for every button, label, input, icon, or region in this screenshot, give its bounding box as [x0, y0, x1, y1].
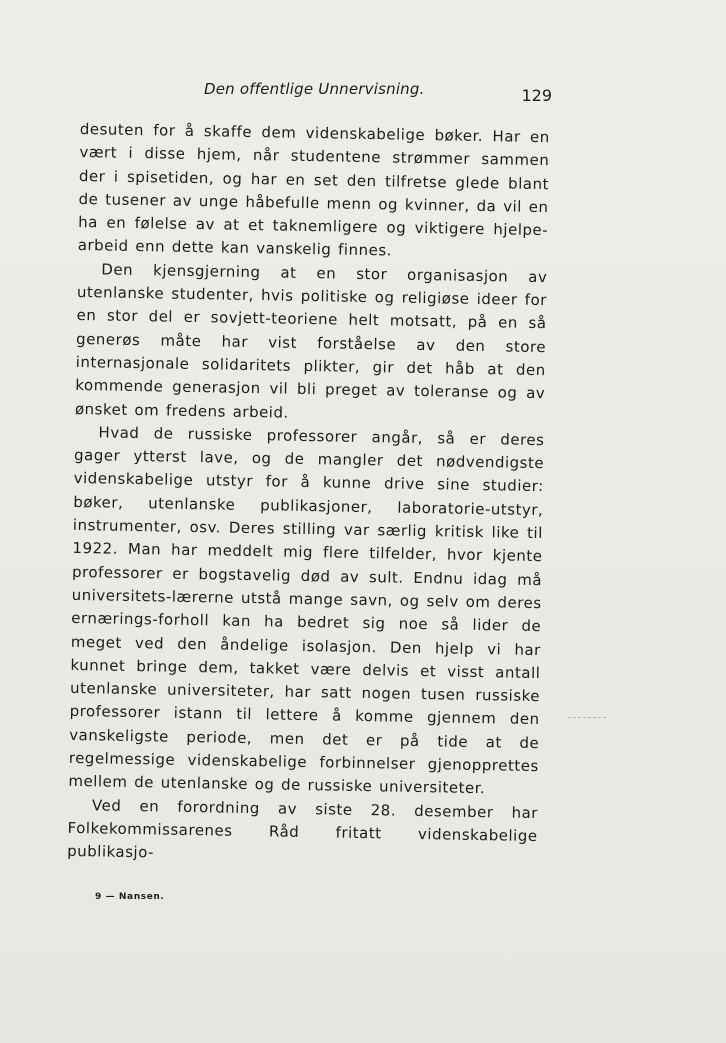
paragraph-4: Ved en forordning av siste 28. desember har Folkekommissarenes Råd fritatt videnskabelige publikasjo-	[67, 795, 539, 862]
running-head	[80, 78, 560, 104]
paragraph-3: Hvad de russiske professorer angår, så er deres gager ytterst lave, og de mangler det nødvendigste videnskabelige utstyr for å kunne drive sine studier: bøker, utenlanske publikasjoner, laboratorie-utstyr, instrumenter, osv. Deres stilling var særlig kritisk like til 1922. Man har meddelt mig flere tilfelder, hvor kjente professorer er bogstavelig død av sult. Endnu idag må universitets-lærerne utstå mange savn, og selv om deres ernærings-forholl kan ha bedret sig noe så lider de meget ved den åndelige isolasjon. Den hjelp vi har kunnet bringe dem, takket være delvis et visst antall utenlanske universiteter, har satt nogen tusen russiske professorer istann til lettere å komme gjennem den vanskeligste periode, men det er på tide at de regelmessige videnskabelige forbinnelser gjenopprettes mellem de utenlanske og de russiske universiteter.	[68, 423, 545, 798]
body-text	[67, 118, 550, 872]
paragraph-2: Den kjensgjerning at en stor organisasjon av utenlanske studenter, hvis politiske og religiøse ideer for en stor del er sovjett-teoriene helt motsatt, på en så generøs måte har vist forståelse av den store internasjonale solidaritets plikter, gir det håb at den kommende generasjon vil bli preget av toleranse og av ønsket om fredens arbeid.	[74, 260, 548, 422]
running-title: Den offentlige Unnervisning.	[204, 80, 425, 98]
margin-pencil-mark	[568, 717, 606, 718]
paragraph-1: desuten for å skaffe dem videnskabelige bøker. Har en vært i disse hjem, når studentene strømmer sammen der i spisetiden, og har en set den tilfretse glede blant de tusener av unge håbefulle menn og kvinner, da vil en ha en følelse av at et taknemligere og viktigere hjelpe-arbeid enn dette kan vanskelig finnes.	[77, 119, 550, 260]
printer-signature: 9 — Nansen.	[95, 892, 165, 902]
page-number: 129	[521, 86, 552, 105]
